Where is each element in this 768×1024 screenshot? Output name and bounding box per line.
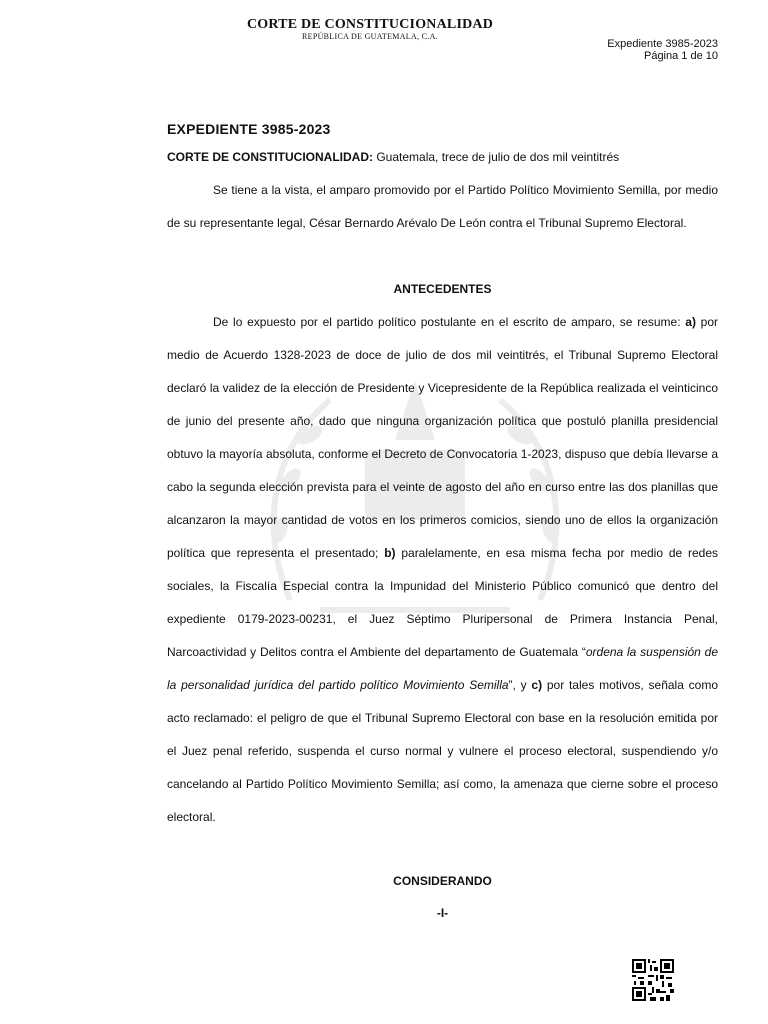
date-line: [167, 150, 619, 164]
qr-code-icon: [632, 959, 674, 1001]
intro-text: Se tiene a la vista, el amparo promovido por el Partido Político Movimiento Semilla, por medio de su representante legal, César Bernardo Arévalo De León contra el Tribunal Supremo Electoral.: [167, 183, 718, 230]
quoted-order: ordena la suspensión de la personalidad jurídica del partido político Movimiento Semilla: [167, 645, 718, 692]
item-a-marker: a): [685, 315, 696, 329]
ant-text-1: De lo expuesto por el partido político postulante en el escrito de amparo, se resume:: [213, 315, 686, 329]
expediente-reference: Expediente 3985-2023: [607, 38, 718, 50]
ant-text-5: por tales motivos, señala como acto reclamado: el peligro de que el Tribunal Supremo Electoral con base en la resolución emitida por el Juez penal referido, suspenda el curso normal y vulnere el proceso electoral, suspendiendo y/o cancelando al Partido Político Movimiento Semilla; así como, la amenaza que cierne sobre el proceso electoral.: [167, 678, 719, 824]
page-number: Página 1 de 10: [643, 50, 718, 62]
intro-paragraph: [167, 174, 718, 240]
ant-text-4: ”, y: [508, 678, 532, 692]
date-text: Guatemala, trece de julio de dos mil veintitrés: [376, 150, 620, 164]
item-c-marker: c): [531, 678, 543, 692]
section-number: -I-: [436, 906, 449, 920]
country-line: REPÚBLICA DE GUATEMALA, C.A.: [302, 32, 438, 41]
antecedentes-paragraph: [167, 306, 718, 834]
item-b-marker: b): [384, 546, 396, 560]
court-name: CORTE DE CONSTITUCIONALIDAD: [246, 17, 494, 32]
case-title: EXPEDIENTE 3985-2023: [167, 121, 331, 137]
ant-text-3: paralelamente, en esa misma fecha por medio de redes sociales, la Fiscalía Especial contra la Impunidad del Ministerio Público comunicó que dentro del expediente 0179-2023-00231, el Juez Séptimo Pluripersonal de Primera Instancia Penal, Narcoactividad y Delitos contra el Ambiente del departamento de Guatemala “: [167, 546, 718, 659]
letterhead: [160, 16, 580, 42]
court-label: CORTE DE CONSTITUCIONALIDAD:: [167, 150, 373, 164]
page-reference: [607, 38, 718, 62]
antecedentes-heading: ANTECEDENTES: [393, 282, 492, 296]
considerando-heading: CONSIDERANDO: [393, 874, 492, 888]
ant-text-2: por medio de Acuerdo 1328-2023 de doce de julio de dos mil veintitrés, el Tribunal Supremo Electoral declaró la validez de la elección de Presidente y Vicepresidente de la República realizada el veinticinco de junio del presente año, dado que ninguna organización política que postuló planilla presidencial obtuvo la mayoría absoluta, conforme el Decreto de Convocatoria 1-2023, dispuso que debía llevarse a cabo la segunda elección prevista para el veinte de agosto del año en curso entre las dos planillas que alcanzaron la mayor cantidad de votos en los primeros comicios, siendo uno de ellos la organización política que representa el presentado;: [167, 315, 718, 560]
